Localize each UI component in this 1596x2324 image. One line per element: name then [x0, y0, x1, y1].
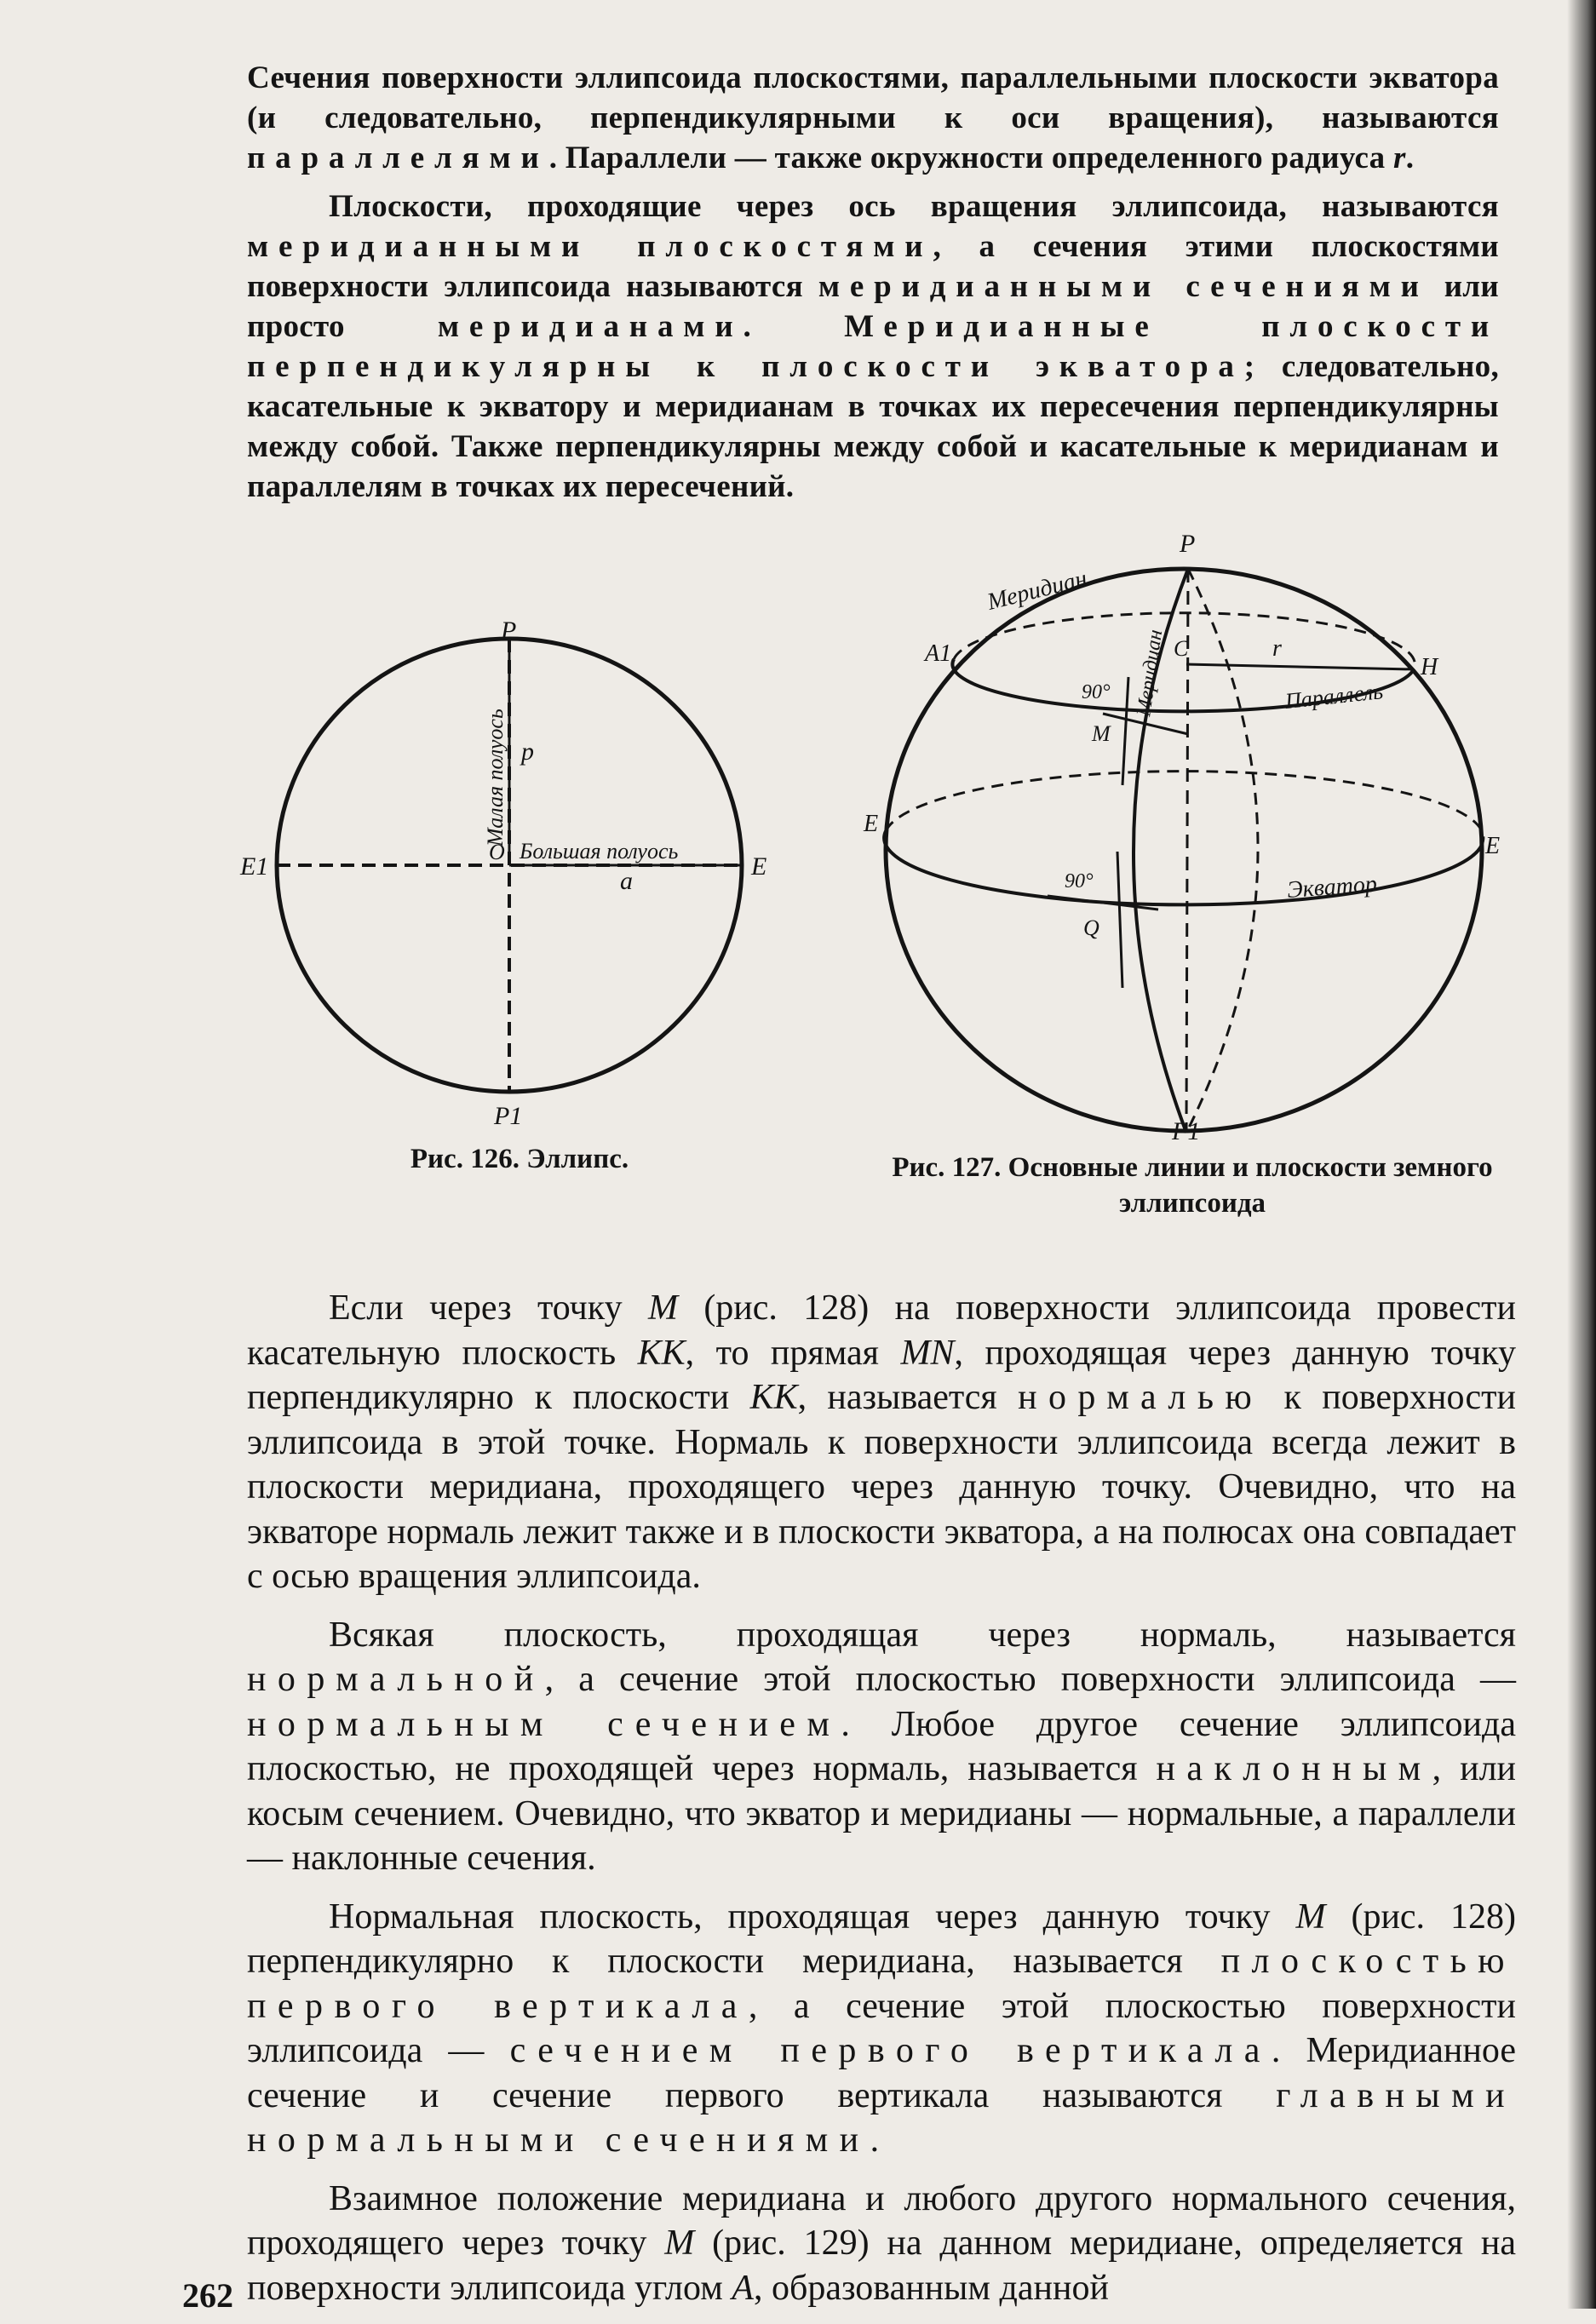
figure-127-caption: Рис. 127. Основные линии и плоскости земного эллипсоида [892, 1152, 1493, 1219]
label-E-left: E [864, 811, 879, 837]
label-angle-M: 90° [1082, 681, 1111, 703]
spaced-term: сечением первого вертикала [509, 2031, 1272, 2070]
label-P1: P1 [1172, 1117, 1201, 1141]
spaced-term: параллелями [247, 141, 549, 175]
spaced-term: Меридианные плоскости перпендикулярны к плоскости экватора [247, 309, 1500, 384]
main-text-block [247, 1286, 1516, 2324]
math-symbol: M [1295, 1896, 1326, 1937]
spaced-term: меридианными плоскостями [247, 229, 933, 264]
math-symbol: KK [637, 1333, 686, 1373]
paragraph-normal: Если через точку M (рис. 128) на поверхности эллипсоида провести касательную плоскость KK, то прямая MN, проходящая через данную точку перпендикулярно к плоскости KK, называется нормалью к поверхности эллипсоида в этой точке. Нормаль к поверхности эллипсоида всегда лежит в плоскости меридиана, проходящего через данную точку. Очевидно, что на экваторе нормаль лежит также и в плоскости экватора, а на полюсах она совпадает с осью вращения эллипсоида. [247, 1288, 1517, 1596]
spaced-term: меридианами [437, 309, 743, 344]
spaced-term: нормальной [247, 1660, 545, 1699]
math-symbol: M [647, 1288, 678, 1328]
tangent-meridian-at-M [1122, 677, 1128, 785]
label-p: p [521, 737, 534, 766]
label-O: O [489, 840, 505, 864]
label-P: P [501, 617, 517, 645]
paragraph-parallels: Сечения поверхности эллипсоида плоскостями, параллельными плоскости экватора (и следовательно, перпендикулярными к оси вращения), называются параллелями. Параллели — также окружности определенного радиуса r. [247, 60, 1499, 175]
label-meridian-top: Меридиан [985, 565, 1090, 616]
label-meridian-side: Меридиан [1133, 628, 1168, 718]
label-C: C [1174, 636, 1189, 661]
math-symbol: KK [749, 1378, 798, 1417]
equator-front [884, 831, 1482, 904]
tangent-meridian-at-Q [1117, 852, 1122, 988]
paragraph-normal-section: Всякая плоскость, проходящая через нормаль, называется нормальной, а сечение этой плоскостью поверхности эллипсоида — нормальным сечением. Любое другое сечение эллипсоида плоскостью, не проходящей через нормаль, называется наклонным, или косым сечением. Очевидно, что экватор и меридианы — нормальные, а параллели — наклонные сечения. [247, 1615, 1517, 1878]
label-minor-semiaxis: Малая полуось [483, 709, 508, 846]
label-E1: E1 [240, 852, 269, 881]
math-symbol: M [664, 2224, 695, 2263]
math-symbol: A [732, 2268, 754, 2308]
label-r: r [1272, 635, 1282, 662]
label-H: H [1421, 654, 1438, 680]
label-a: a [620, 867, 633, 895]
label-angle-Q: 90° [1065, 870, 1094, 892]
label-M: M [1092, 721, 1111, 746]
label-equator: Экватор [1286, 870, 1378, 904]
figure-127-ellipsoid [852, 528, 1516, 1141]
math-symbol: MN [900, 1333, 955, 1373]
meridian-back [1186, 569, 1258, 1133]
page-number: 262 [182, 2276, 233, 2315]
label-E-right: E [1485, 833, 1501, 859]
label-P1: P1 [494, 1102, 523, 1124]
spaced-term: наклонным [1156, 1749, 1432, 1788]
spaced-term: меридианными сечениями [818, 269, 1429, 304]
spaced-term: плоскостью первого вертикала [247, 1942, 1516, 2026]
intro-text-block [247, 58, 1499, 507]
equator-back [886, 772, 1484, 845]
spaced-term: главными нормальными сечениями [247, 2075, 1516, 2160]
label-E: E [751, 852, 767, 881]
paragraph-first-vertical: Нормальная плоскость, проходящая через данную точку M (рис. 128) перпендикулярно к плоскости меридиана, называется плоскостью первого вертикала, а сечение этой плоскостью поверхности эллипсоида — сечением первого вертикала. Меридианное сечение и сечение первого вертикала называются главными нормальными сечениями. [247, 1896, 1517, 2160]
page-edge-shadow [1567, 0, 1596, 2309]
label-parallel: Параллель [1283, 679, 1385, 714]
spaced-term: нормальным сечением [247, 1704, 841, 1744]
label-major-semiaxis: Большая полуось [520, 839, 679, 864]
spaced-term: нормалью [1018, 1378, 1264, 1417]
paragraph-azimuth: Взаимное положение меридиана и любого другого нормального сечения, проходящего через точку M (рис. 129) на данном меридиане, определяется на поверхности эллипсоида углом A, образованным данной [247, 2178, 1516, 2308]
label-A1: A1 [925, 640, 952, 667]
label-P: P [1180, 530, 1196, 558]
label-Q: Q [1083, 915, 1099, 940]
parallel-radius [1186, 664, 1414, 669]
figure-126-ellipse [230, 613, 809, 1124]
paragraph-meridians: Плоскости, проходящие через ось вращения эллипсоида, называются меридианными плоскостями, а сечения этими плоскостями поверхности эллипсоида называются меридианными сечениями или просто меридианами. Меридианные плоскости перпендикулярны к плоскости экватора; следовательно, касательные к экватору и меридианам в точках их пересечения перпендикулярны между собой. Также перпендикулярны между собой и касательные к меридианам и параллелям в точках их пересечений. [247, 189, 1500, 504]
figure-126-caption: Рис. 126. Эллипс. [410, 1144, 629, 1174]
math-symbol: r [1393, 141, 1406, 175]
